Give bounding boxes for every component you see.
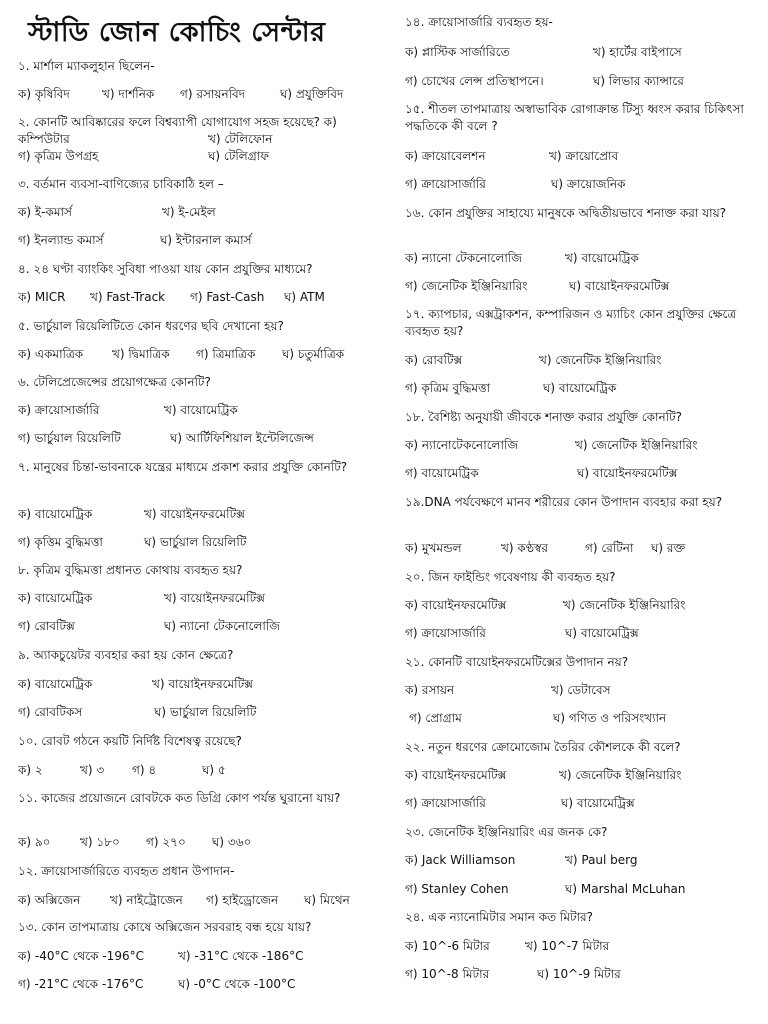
question-text: ৮. কৃত্রিম বুদ্ধিমত্তা প্রধানত কোথায় ব্যবহৃত হয়? [18,563,243,577]
answer-option: গ) ক্রায়োসার্জারি [405,177,486,191]
page-title: স্টাডি জোন কোচিং সেন্টার [28,17,326,48]
answer-option: গ) ত্রিমাত্রিক [196,347,256,361]
answer-option: ঘ) আর্টিফিশিয়াল ইন্টেলিজেন্স [170,431,314,445]
option-row [18,204,368,221]
answer-option: গ) -21°C থেকে -176°C [18,977,144,991]
question-text: ২. কোনটি আবিষ্কারের ফলে বিশ্বব্যাপী যোগাযোগ সহজ হয়েছে? ক) কম্পিউটার [18,115,337,146]
option-row [18,148,368,165]
option-row [405,682,755,699]
answer-option: খ) বায়োইনফরমেটিক্স [164,591,265,605]
option-row [405,767,755,784]
option-row [18,834,368,851]
option-row [18,948,368,965]
option-row [405,597,755,614]
option-row [405,465,755,482]
option-row [405,795,755,812]
option-row [18,402,368,419]
option-row [405,625,755,642]
question-text: ৯. অ্যাকচুয়েটর ব্যবহার করা হয় কোন ক্ষেত্রে? [18,648,234,662]
answer-option: গ) ইনল্যান্ড কমার্স [18,233,104,247]
answer-option: খ) ক্রায়োপ্রোব [549,149,619,163]
answer-option: খ) ডেটাবেস [551,683,611,697]
option-row [405,710,755,727]
question-text: ৬. টেলিপ্রেজেন্সের প্রয়োগক্ষেত্র কোনটি? [18,375,211,389]
option-row [18,289,368,306]
option-row [18,762,368,779]
answer-option: খ) নাইট্রোজেন [110,893,183,907]
answer-option: ঘ) রক্ত [651,541,686,555]
question-text: ২০. জিন ফাইন্ডিং গবেষণায় কী ব্যবহৃত হয়? [405,570,616,584]
answer-option: গ) রসায়নবিদ [180,87,246,101]
answer-option: ক) কৃষিবিদ [18,87,70,101]
option-row [18,976,368,993]
option-row [18,590,368,607]
option-row [405,352,755,369]
option-row [405,44,755,61]
answer-option: ঘ) বায়োমেট্রিক্স [565,626,639,640]
option-row [405,380,755,397]
answer-option: গ) ২৭০ [146,835,186,849]
answer-option: খ) দ্বিমাত্রিক [112,347,170,361]
answer-option: ঘ) ইন্টারনাল কমার্স [160,233,252,247]
answer-option: খ) 10^-7 মিটার [525,939,610,953]
answer-option: খ) কণ্ঠস্বর [501,541,548,555]
answer-option: ক) বায়োইনফরমেটিক্স [405,768,507,782]
answer-option: ক) অক্সিজেন [18,893,81,907]
question-text: ৪. ২৪ ঘণ্টা ব্যাংকিং সুবিধা পাওয়া যায় কোন প্রযুক্তির মাধ্যমে? [18,262,313,276]
option-row [18,346,368,363]
question-text: ১৬. কোন প্রযুক্তির সাহায্যে মানুষকে অদ্বিতীয়ভাবে শনাক্ত করা যায়? [405,206,727,220]
option-row [405,176,755,193]
answer-option: গ) 10^-8 মিটার [405,967,490,981]
answer-option: ঘ) ভার্চুয়াল রিয়েলিটি [144,535,247,549]
answer-option: খ) বায়োইনফরমেটিক্স [144,507,245,521]
answer-option: ঘ) Marshal McLuhan [565,882,686,896]
answer-option: ঘ) ৫ [202,763,226,777]
answer-option: ক) 10^-6 মিটার [405,939,490,953]
answer-option: ক) বায়োইনফরমেটিক্স [405,598,507,612]
answer-option: খ) বায়োমেট্রিক [565,251,639,265]
question-text: ১০. রোবট গঠনে কয়টি নির্দিষ্ট বিশেষত্ব রয়েছে? [18,734,242,748]
answer-option: ঘ) গণিত ও পরিসংখ্যান [553,711,667,725]
answer-option: ক) ন্যানো টেকনোলোজি [405,251,522,265]
question-text: ৫. ভার্চুয়াল রিয়েলিটিতে কোন ধরণের ছবি দেখানো হয়? [18,319,284,333]
answer-option: ঘ) টেলিগ্রাফ [208,149,269,163]
option-row [18,131,368,148]
option-row [405,540,755,557]
answer-option: ক) একমাত্রিক [18,347,84,361]
option-row [18,676,368,693]
question-text: ২২. নতুন ধরণের ক্রোমোজোম তৈরির কৌশলকে কী বলে? [405,740,681,754]
answer-option: ক) ২ [18,763,43,777]
question-text: ১৫. শীতল তাপমাত্রায় অস্বাভাবিক রোগাক্রান্ত টিস্যু ধ্বংস করার চিকিৎসা পদ্ধতিকে কী বলে ? [405,102,744,133]
answer-option: ক) রোবটিক্স [405,353,463,367]
answer-option: ঘ) 10^-9 মিটার [537,967,621,981]
question-text: ১৪. ক্রায়োসার্জারি ব্যবহৃত হয়- [405,15,553,29]
answer-option: খ) ১৮০ [80,835,120,849]
option-row [18,86,368,103]
answer-option: ক) ই-কমার্স [18,205,72,219]
answer-option: ক) MICR [18,290,66,304]
option-row [405,148,755,165]
option-row [405,73,755,90]
answer-option: ঘ) বায়োইনফরমেটিক্স [569,279,670,293]
option-row [405,437,755,454]
answer-option: ক) ৯০ [18,835,51,849]
answer-option: খ) বায়োইনফরমেটিক্স [152,677,253,691]
option-row [405,938,755,955]
answer-option: ক) রসায়ন [405,683,455,697]
answer-option: খ) দার্শনিক [102,87,155,101]
option-row [405,881,755,898]
question-text: ১২. ক্রায়োসার্জারিতে ব্যবহৃত প্রধান উপাদান- [18,864,235,878]
answer-option: ক) বায়োমেট্রিক [18,677,93,691]
answer-option: গ) জেনেটিক ইঞ্জিনিয়ারিং [405,279,528,293]
answer-option: গ) রেটিনা [585,541,634,555]
question-text: ১৩. কোন তাপমাত্রায় কোষে অক্সিজেন সরবরাহ বন্ধ হয়ে যায়? [18,920,312,934]
option-row [18,704,368,721]
option-row [18,892,368,909]
answer-option: গ) প্রোগ্রাম [409,711,462,725]
answer-option: গ) Stanley Cohen [405,882,509,896]
answer-option: খ) -31°C থেকে -186°C [178,949,304,963]
answer-option: ঘ) ATM [284,290,325,304]
question-text: ১৮. বৈশিষ্ট্য অনুযায়ী জীবকে শনাক্ত করার প্রযুক্তি কোনটি? [405,410,683,424]
answer-option: ঘ) ৩৬০ [212,835,252,849]
option-row [18,506,368,523]
answer-option: খ) Paul berg [565,853,638,867]
option-row [405,278,755,295]
question-text: ১১. কাজের প্রয়োজনে রোবটকে কত ডিগ্রি কোণ পর্যন্ত ঘুরানো যায়? [18,791,341,805]
answer-option: গ) চোখের লেন্স প্রতিস্থাপনে। [405,74,544,88]
question-text: ২৪. এক ন্যানোমিটার সমান কত মিটার? [405,910,594,924]
option-row [18,232,368,249]
answer-option: খ) জেনেটিক ইঞ্জিনিয়ারিং [539,353,662,367]
answer-option: ক) বায়োমেট্রিক [18,591,93,605]
answer-option: ঘ) বায়োইনফরমেটিক্স [577,466,678,480]
answer-option: গ) ক্রায়োসার্জারি [405,796,486,810]
answer-option: খ) ৩ [80,763,105,777]
answer-option: ক) ক্রায়োসার্জারি [18,403,100,417]
question-text: ১. মার্শাল ম্যাকলুহান ছিলেন- [18,59,155,73]
question-text: ২৩. জেনেটিক ইঞ্জিনিয়ারিং এর জনক কে? [405,825,608,839]
question-text: ১৯.DNA পর্যবেক্ষণে মানব শরীরের কোন উপাদান ব্যবহার করা হয়? [405,495,723,509]
answer-option: ঘ) বায়োমেট্রিক [543,381,617,395]
answer-option: খ) Fast-Track [90,290,166,304]
answer-option: ক) মুখমন্ডল [405,541,462,555]
answer-option: খ) জেনেটিক ইঞ্জিনিয়ারিং [575,438,698,452]
answer-option: গ) কৃত্রিম উপগ্রহ [18,149,99,163]
option-row [405,250,755,267]
answer-option: গ) রোবটিকস [18,705,83,719]
answer-option: ঘ) ক্রায়োজনিক [551,177,626,191]
answer-option: ঘ) -0°C থেকে -100°C [178,977,296,991]
answer-option: ঘ) প্রযুক্তিবিদ [280,87,344,101]
answer-option: গ) Fast-Cash [190,290,265,304]
answer-option: ক) ক্রায়োবেলশন [405,149,486,163]
answer-option: গ) হাইড্রোজেন [206,893,279,907]
answer-option: গ) কৃত্তিম বুদ্ধিমত্তা [18,535,103,549]
answer-option: ঘ) বায়োমেট্রিক্স [561,796,635,810]
answer-option: গ) রোবটিক্স [18,619,75,633]
answer-option: ক) Jack Williamson [405,853,516,867]
question-text: ১৭. ক্যাপচার, এক্সট্রাকশন, কম্পারিজন ও ম্যাচিং কোন প্রযুক্তির ক্ষেত্রে ব্যবহৃত হয়? [405,307,737,338]
option-row [405,966,755,983]
answer-option: খ) জেনেটিক ইঞ্জিনিয়ারিং [559,768,682,782]
answer-option: খ) জেনেটিক ইঞ্জিনিয়ারিং [563,598,686,612]
answer-option: খ) বায়োমেট্রিক [164,403,238,417]
answer-option: খ) হার্টের বাইপাসে [593,45,682,59]
answer-option: খ) ই-মেইল [162,205,216,219]
answer-option: গ) ভার্চুয়াল রিয়েলিটি [18,431,121,445]
option-row [405,852,755,869]
question-text: ৭. মানুষের চিন্তা-ভাবনাকে যন্ত্রের মাধ্যমে প্রকাশ করার প্রযুক্তি কোনটি? [18,460,348,474]
answer-option: ক) প্লাস্টিক সার্জারিতে [405,45,510,59]
answer-option: ক) বায়োমেট্রিক [18,507,93,521]
answer-option: ঘ) লিভার ক্যান্সারে [593,74,684,88]
answer-option: ক) -40°C থেকে -196°C [18,949,144,963]
answer-option: গ) বায়োমেট্রিক [405,466,479,480]
answer-option: গ) ক্রায়োসার্জারি [405,626,486,640]
answer-option: ঘ) মিথেন [304,893,350,907]
question-text: ৩. বর্তমান ব্যবসা-বাণিজ্যের চাবিকাঠি হল – [18,177,224,191]
option-row [18,430,368,447]
option-row [18,618,368,635]
answer-option: খ) টেলিফোন [208,132,273,146]
option-row [18,534,368,551]
answer-option: গ) কৃত্রিম বুদ্ধিমত্তা [405,381,491,395]
question-text: ২১. কোনটি বায়োইনফরমেটিক্সের উপাদান নয়? [405,655,629,669]
answer-option: গ) ৪ [132,763,157,777]
answer-option: ক) ন্যানোটেকনোলোজি [405,438,519,452]
answer-option: ঘ) ন্যানো টেকনোলোজি [164,619,280,633]
answer-option: ঘ) চতুর্মাত্রিক [282,347,345,361]
answer-option: ঘ) ভার্চুয়াল রিয়েলিটি [154,705,257,719]
